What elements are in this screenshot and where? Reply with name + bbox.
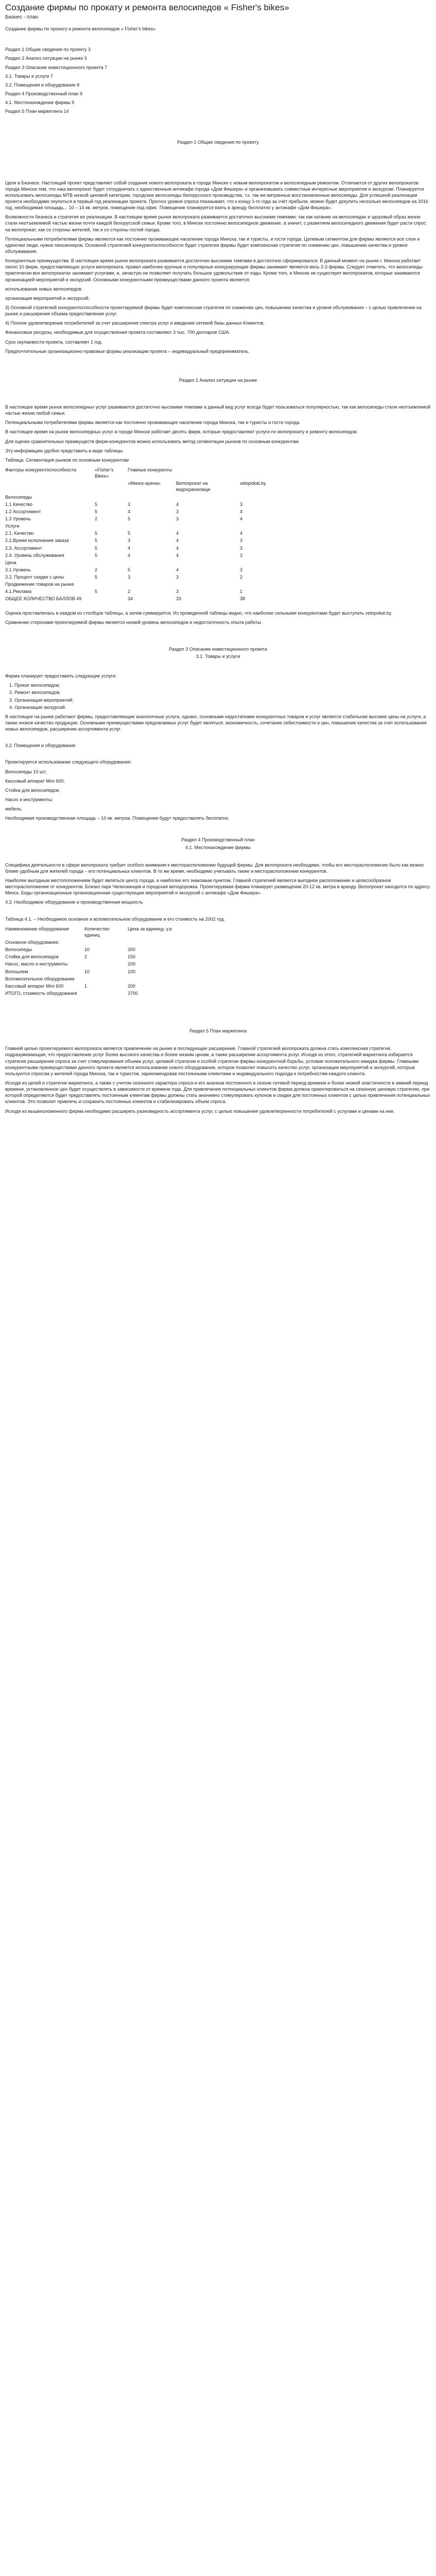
- document-title: Создание фирмы по прокату и ремонта велосипедов « Fisher's bikes»: [5, 3, 289, 12]
- paragraph: 4) Полное удовлетворение потребителей за счет расширения спектра услуг и введения сетевой базы данных Клиентов.: [5, 320, 265, 326]
- table-cell: 200: [128, 961, 136, 967]
- table-row: [5, 537, 293, 544]
- section-2-title: Раздел 2 Анализ ситуации на рынке: [179, 377, 257, 383]
- table-cell: 5: [128, 516, 131, 521]
- paragraph: Предпочтительные организационно-правовые формы реализации проекта – индивидуальный предприниматель.: [5, 348, 250, 354]
- table-cell: Велосипеды: [5, 947, 32, 953]
- subsection-heading: 4.3. Необходимое оборудование и производственная мощность: [5, 900, 143, 905]
- toc-item[interactable]: 4.1. Местонахождение фирмы 9: [5, 100, 75, 106]
- table-cell: 4.1.Реклама: [5, 589, 32, 595]
- table-of-contents: [5, 46, 431, 114]
- table-row: [5, 501, 293, 508]
- table-cell: 33: [176, 596, 182, 602]
- table-group-label: Велосипеды: [5, 494, 32, 500]
- table-cell: 200: [128, 983, 136, 989]
- paragraph: Цели в Бизнесе. Настоящий проект представляет собой создание нового велопроката в городе Минске с новым велопрокатом и велосипедным ремонтом. Отличается от других велопрокатов города Минска тем, что наш велопрокат будет сотрудничать с единственным антикафе города «Дом Фишера» и организовывать совместные интересные мероприятия и экскурсии. Планируется использовать велосипеды МТВ низкой ценовой категории, городские велосипеды белорусского производства, т.к. так же витринные восстановленные велосипеды. Для успешной реализации проекта необходимо окупиться в первый год реализации проекта. Прогноз уровня спроса показывает, что к концу 1-го года за счёт прибыли, можно будет докупить несколько велосипедов на 2016 год, необходимая площадь... 10 – 14 кв. метров, помещение под офис. Помещение планируется взять в аренду бесплатно у антикафе «Дом Фишера».: [5, 180, 428, 211]
- table-cell: 4: [128, 552, 131, 558]
- paragraph: Фирма планирует предоставить следующие услуги:: [5, 673, 117, 679]
- table-cell: 1: [84, 983, 88, 989]
- table-cell: [84, 939, 128, 946]
- table-cell: 4: [176, 501, 179, 507]
- paragraph: Исходя из целей и стратегии маркетинга, а также с учетом сезонного характера спроса и его анализа постоянного в сезоне сетевой период времени и более низкой эластичности в зимний период времени, установленное цен будет осуществлять в зависимости от времени года. Для привлечения потенциальных клиентов фирма должна ориентироваться на сезонную ценовую стратегию, при которой определяются будет предоставлять постоянным клиентам фирмы должны стать анонимно стимулировать купонов и скидки для постоянных клиентов с целью привлечения потенциальных клиентов. Это позволит привлечь и сохранить постоянных клиентов и стабилизировать объем спроса.: [5, 1080, 430, 1105]
- table-subheader-row: [5, 480, 293, 493]
- paragraph: организация мероприятий и экскурсий;: [5, 295, 90, 301]
- table-cell: 10: [84, 947, 90, 953]
- table-cell: 3: [240, 552, 243, 558]
- table-cell: [84, 960, 128, 968]
- table-row: [5, 939, 190, 946]
- table-cell: 2: [95, 567, 98, 572]
- table-cell: Кассовый аппарат Mini 600: [5, 983, 64, 989]
- table-cell: 3: [176, 574, 179, 580]
- table-header-cell: Наименование оборудования: [5, 926, 69, 931]
- intro-line: Создание фирмы по прокату и ремонта велосипедов « Fisher's bikes»: [5, 26, 156, 32]
- table-header-cell: Факторы конкурентоспособности: [5, 467, 77, 472]
- section-4-subtitle: 4.1. Местонахождение фирмы: [185, 844, 251, 850]
- table-cell: 4: [240, 509, 243, 514]
- table-cell: 5: [95, 501, 98, 507]
- list-item: 3. Организация мероприятий;: [14, 697, 431, 703]
- toc-item[interactable]: 3.1. Товары и услуги 7: [5, 73, 53, 79]
- table-group-label: Продвижение товаров на рынке: [5, 582, 74, 587]
- table-header-cell: Цена за единицу, у.е.: [128, 926, 173, 931]
- toc-item[interactable]: Раздел 4 Производственный план 9: [5, 91, 82, 97]
- table-cell: 2.4. Уровень обслуживания: [5, 552, 64, 558]
- table-row: [5, 552, 293, 559]
- competitor-table: [5, 466, 293, 603]
- paragraph: Для оценки сравнительных преимуществ фирм-конкурентов можно использовать метод сегментации рынков по основным конкурентам.: [5, 438, 300, 444]
- table-header-cell: velopokat.by: [240, 481, 266, 486]
- list-item: 4. Организация экскурсий.: [14, 704, 431, 710]
- table-cell: 2: [95, 516, 98, 521]
- table-cell: 3.1.Уровень: [5, 567, 31, 572]
- table-row: [5, 566, 293, 573]
- document-subtitle: Бизнес - план: [5, 14, 39, 20]
- table-cell: 4: [176, 545, 179, 551]
- table-cell: 4: [176, 552, 179, 558]
- table-caption: Таблица. Сегментация рынков по основным конкурентам: [5, 457, 129, 463]
- table-cell: 10: [84, 969, 90, 974]
- table-cell: Велошлем: [5, 969, 28, 974]
- table-cell: 100: [128, 969, 136, 974]
- table-cell: 150: [128, 954, 136, 960]
- table-cell: 4: [240, 516, 243, 521]
- paragraph: Исходя из вышеизложенного фирма необходимо расширять разновидность ассортимента услуг, с целью повышения удовлетворенности потребителей с услугами и ценами на нее.: [5, 1108, 395, 1114]
- table-row: [5, 588, 293, 595]
- paragraph: использование новых велосипедов;: [5, 286, 83, 292]
- table-header-row: [5, 925, 190, 939]
- paragraph: Главной целью проектируемого велопроката является привлечение на рынке в последующее расширение. Главной стратегией велопроката должна стать комплексная стратегия, подразумевающая, что предоставление услуг более высокого качества и более низким ценам, а также расширение ассортимента услуг. Исходя из этого, стратегией маркетинга избирается стратегия расширения спроса за счет стимулирования объема услуг, целевой стратегии и особой стратегии фирмы конкурентной борьбы, условие положительного имиджа фирмы. Главными конкурентными преимуществами данного проекта является использование нового оборудования, которое позволит повысить качество услуг, организации мероприятий и экскурсий, которые пользуются спросом у жителей города Минска, так и туристов, зарекомендовав постоянными клиентами и индивидуального подхода к потребностям каждого клиента.: [5, 1046, 419, 1076]
- paragraph: В настоящее время на рынке велосипедных услуг в городе Минске работает десять фирм, которые предоставляют услуги по велопрокату и ремонту велосипедов.: [5, 429, 358, 435]
- table-header-cell: «Fisher’s Bikes»: [95, 467, 114, 479]
- table-cell: 300: [128, 947, 136, 953]
- paragraph: Велосипеды 10 шт;: [5, 769, 47, 774]
- table-cell: 4: [128, 545, 131, 551]
- table-cell: 4: [176, 538, 179, 544]
- list-item: 1. Прокат велосипедов;: [14, 682, 431, 688]
- paragraph: Проектируется использование следующего оборудования:: [5, 759, 132, 765]
- table-header-cell: [5, 480, 95, 493]
- table-cell: 5: [95, 531, 98, 536]
- table-group-label: Услуги: [5, 523, 20, 529]
- table-cell: ОБЩЕЕ КОЛИЧЕСТВО БАЛЛОВ 49: [5, 596, 82, 602]
- paragraph: Насос и инструменты;: [5, 797, 53, 803]
- paragraph: В настоящее время рынок велосипедных услуг развивается достаточно высокими темпами а данный вид услуг всегда будет пользоваться популярностью, так как велосипеды стали неотъемлемой частью жизни любой семьи.: [5, 404, 431, 416]
- table-row: [5, 975, 190, 982]
- table-group-row: [5, 522, 293, 530]
- equipment-table: [5, 925, 190, 997]
- table-cell: 3: [128, 538, 131, 544]
- table-cell: 5: [95, 538, 98, 544]
- table-cell: [84, 975, 128, 982]
- paragraph: Срок окупаемости проекта, составляет 1 год.: [5, 339, 102, 345]
- paragraph: 3) Основной стратегией конкурентоспособности проектируемой фирмы будет комплексная стратегия по снижению цен, повышению качества и уровня обслуживания – с целью привлечения на рынке и расширения объема предоставления услуг.: [5, 304, 422, 317]
- paragraph: Финансовые ресурсы, необходимые для осуществления проекта составляют 3 тыс. 700 долларов США.: [5, 330, 231, 335]
- table-group-row: [5, 494, 293, 501]
- paragraph: Стойка для велосипедов;: [5, 787, 60, 793]
- table-cell: 3: [240, 501, 243, 507]
- table-cell: 4: [176, 567, 179, 572]
- table-cell: Основное оборудование:: [5, 939, 60, 945]
- table-row: [5, 982, 190, 990]
- table-cell: 3: [240, 538, 243, 544]
- table-cell: 5: [95, 545, 98, 551]
- toc-item[interactable]: Раздел 2 Анализ ситуации на рынке 5: [5, 56, 87, 61]
- table-cell: 5: [95, 552, 98, 558]
- services-list: [14, 682, 431, 710]
- table-cell: 5: [95, 574, 98, 580]
- paragraph: Наиболее выгодным местоположением будет являться центр города, и наиболее его знакомым пунктом. Главной стратегией является выгодное расположение и целесообразное месторасположение от конкурентов. Близко парк Челюскинцев и городская велодорожка. Проектируемая фирма планирует размещении 20-12 кв. метра в аренду. Велопрокат находится по адресу: Минск, Беды организационные организационная существующие мероприятий и экскурсий с антикафе «Дом Фишера».: [5, 878, 431, 896]
- paragraph: Кассовый аппарат Mini 600;: [5, 778, 65, 784]
- table-cell: Стойки для велосипедов: [5, 954, 59, 960]
- table-cell: 5: [128, 567, 131, 572]
- table-cell: [128, 939, 190, 946]
- table-cell: 3: [240, 545, 243, 551]
- table-header-cell: «Минск-арена»: [128, 481, 161, 486]
- paragraph: мебель;: [5, 806, 23, 812]
- subsection-heading: 3.2. Помещения и оборудование: [5, 743, 76, 749]
- table-cell: 34: [128, 596, 133, 602]
- section-3-subtitle: 3.1. Товары и услуги: [196, 654, 240, 659]
- table-header-cell: Главные конкуренты: [128, 467, 172, 472]
- table-cell: 1: [240, 589, 243, 595]
- table-cell: 3: [176, 516, 179, 521]
- paragraph: Специфика деятельности в сфере велопроката требует особого внимания к месторасположению будущей фирмы. Для велопроката необходимо, чтобы его месторасположение было как можно ближе удобным для жителей города – его потенциальных клиентов. В то же время, необходимо учитывать также и месторасположение конкурентов.: [5, 862, 424, 874]
- table-header-row: [5, 466, 293, 480]
- table-row: [5, 530, 293, 537]
- paragraph: Потенциальными потребителями фирмы является как постоянно проживающее население города Минска, так и туристы и гости города.: [5, 420, 301, 426]
- list-item: 2. Ремонт велосипедов;: [14, 689, 431, 696]
- table-cell: 1.1 Качество: [5, 501, 33, 507]
- table-cell: 3700: [128, 990, 138, 996]
- table-cell: [84, 990, 128, 997]
- table-cell: ИТОГО, стоимость оборудования: [5, 990, 77, 996]
- table-group-row: [5, 559, 293, 566]
- table-cell: 3: [176, 589, 179, 595]
- table-cell: 5: [128, 531, 131, 536]
- table-cell: 3: [128, 574, 131, 580]
- table-row: [5, 946, 190, 953]
- table-cell: 5: [95, 509, 98, 514]
- table-cell: 2.3. Ассортимент: [5, 545, 42, 551]
- table-cell: 2.2.Время исполнения заказа: [5, 538, 69, 544]
- toc-item[interactable]: 3.2. Помещения и оборудование 8: [5, 82, 80, 88]
- table-row: [5, 573, 293, 581]
- table-row: [5, 515, 293, 522]
- table-cell: [128, 975, 190, 982]
- paragraph: В настоящее на рынке работают фирмы, предоставляющие аналогичные услуги, однако, основными недостатками конкурентных товаров и услуг является стабильная высокие цены на услуги, а также низкое качество продукции. Основными преимуществами предлагаемых услуг будет являться: экономичность, сочетание себестоимости и цен, повышение качества за счет использования новых велосипедов, расширение ассортимента услуг.: [5, 714, 427, 732]
- table-cell: 4: [176, 531, 179, 536]
- toc-item[interactable]: Раздел 1 Общие сведения по проекту 3: [5, 47, 91, 53]
- table-row: [5, 545, 293, 552]
- table-group-row: [5, 581, 293, 588]
- table-total-row: [5, 595, 293, 602]
- paragraph: Возможности бизнеса и стратегия ее реализации. В настоящее время рынок велопроката развивается достаточно высокими темпами; так как катание на велосипедах и здоровый образ жизни стали неотъемлемой частью жизни почти каждой белорусской семьи. Кроме того, в Минске постоянно велосипедное движение, а значит, с развитием велосипедного движения будет расти спрос на велопрокат, как со стороны жителей, так и со стороны гостей города.: [5, 214, 426, 232]
- table-header-cell: [95, 480, 128, 493]
- table-cell: 3.2. Процент скидки с цены: [5, 574, 64, 580]
- paragraph: Потенциальными потребителями фирмы являются как постоянно проживающее население города Минска, так и туристы, и гости города. Целевым сегментом для фирмы являются все слои и одиночки люди, нужно пенсионеров. Основной стратегией конкурентоспособности будет стратегия фирмы будет комплексная стратегия по снижению цен, повышению качества и уровня обслуживания.: [5, 236, 420, 254]
- section-3-title: Раздел 3 Описание инвестиционного проекта: [169, 646, 267, 652]
- table-group-label: Цена: [5, 560, 16, 565]
- table-header-cell: Количество единиц: [84, 926, 110, 938]
- table-cell: Насос, масло и инструменты: [5, 961, 68, 967]
- toc-item[interactable]: Раздел 3 Описание инвестиционного проекта 7: [5, 64, 108, 70]
- table-cell: 2.1. Качество: [5, 531, 34, 536]
- paragraph: Сравнение сторонами проектируемой фирмы является низкий уровень велосипедов и недостаточность опыта работы.: [5, 619, 263, 625]
- table-cell: Вспомогательное оборудование: [5, 976, 75, 981]
- table-cell: 2: [84, 954, 88, 960]
- table-cell: 2: [240, 574, 243, 580]
- toc-item[interactable]: Раздел 5 План маркетинга 14: [5, 109, 69, 114]
- table-row: [5, 960, 190, 968]
- section-1-title: Раздел 1 Общие сведения по проекту: [177, 140, 259, 145]
- table-row: [5, 968, 190, 975]
- paragraph: Оценка проставлялась в каждом из столбцов таблицы, а затем суммируется. Из проведенной таблицы видно, что наиболее сильными конкурентами будет выступать velopokat.by.: [5, 610, 393, 616]
- table-cell: 4: [240, 531, 243, 536]
- table-cell: 3: [128, 501, 131, 507]
- table-caption: Таблица 4.1. – Необходимое основное и вспомогательное оборудование и его стоимость на 2002 год.: [5, 916, 225, 922]
- document-page: [0, 0, 436, 1114]
- table-cell: 2: [128, 589, 131, 595]
- section-4-title: Раздел 4 Производственный план: [181, 837, 255, 843]
- paragraph: Необходимая производственная площадь – 10 кв. метров. Помещения будут предоставлять бесплатно.: [5, 816, 230, 821]
- table-row: [5, 508, 293, 515]
- table-header-cell: Велопрокат на водохранилище: [176, 481, 211, 493]
- table-cell: 4: [128, 509, 131, 514]
- section-5-title: Раздел 5 План маркетинга: [189, 1028, 247, 1034]
- table-cell: 3: [240, 567, 243, 572]
- table-cell: 1.2 Ассортимент: [5, 509, 41, 514]
- table-cell: 5: [95, 589, 98, 595]
- table-row: [5, 990, 190, 997]
- paragraph: Конкурентные преимущества. В настоящее время рынок велопроката развивается достаточно высокими темпами в достаточно сформировался. В данный момент на рынке г. Минска работает около 10 фирм, предоставляющих услуги велопроката, провел наиболее крупные и популярные конкурирующие фирмы занимают является весь 2-3 фирмы. Следует отметить, что велосипеды практически все велопрокатах занимают услугами, и, зачастую не позволяет получать большое удовольствие от езды. Кроме того, в Минске не существует велопрокатов, которые занимаются организацией мероприятий и экскурсий. Основными конкурентными преимуществами данного проекта является:: [5, 258, 423, 282]
- table-row: [5, 953, 190, 960]
- table-cell: 3: [176, 509, 179, 514]
- table-cell: 1.3 Уровень: [5, 516, 31, 521]
- paragraph: Эту информацию удобно представить в виде таблицы.: [5, 448, 124, 453]
- table-cell: 38: [240, 596, 246, 602]
